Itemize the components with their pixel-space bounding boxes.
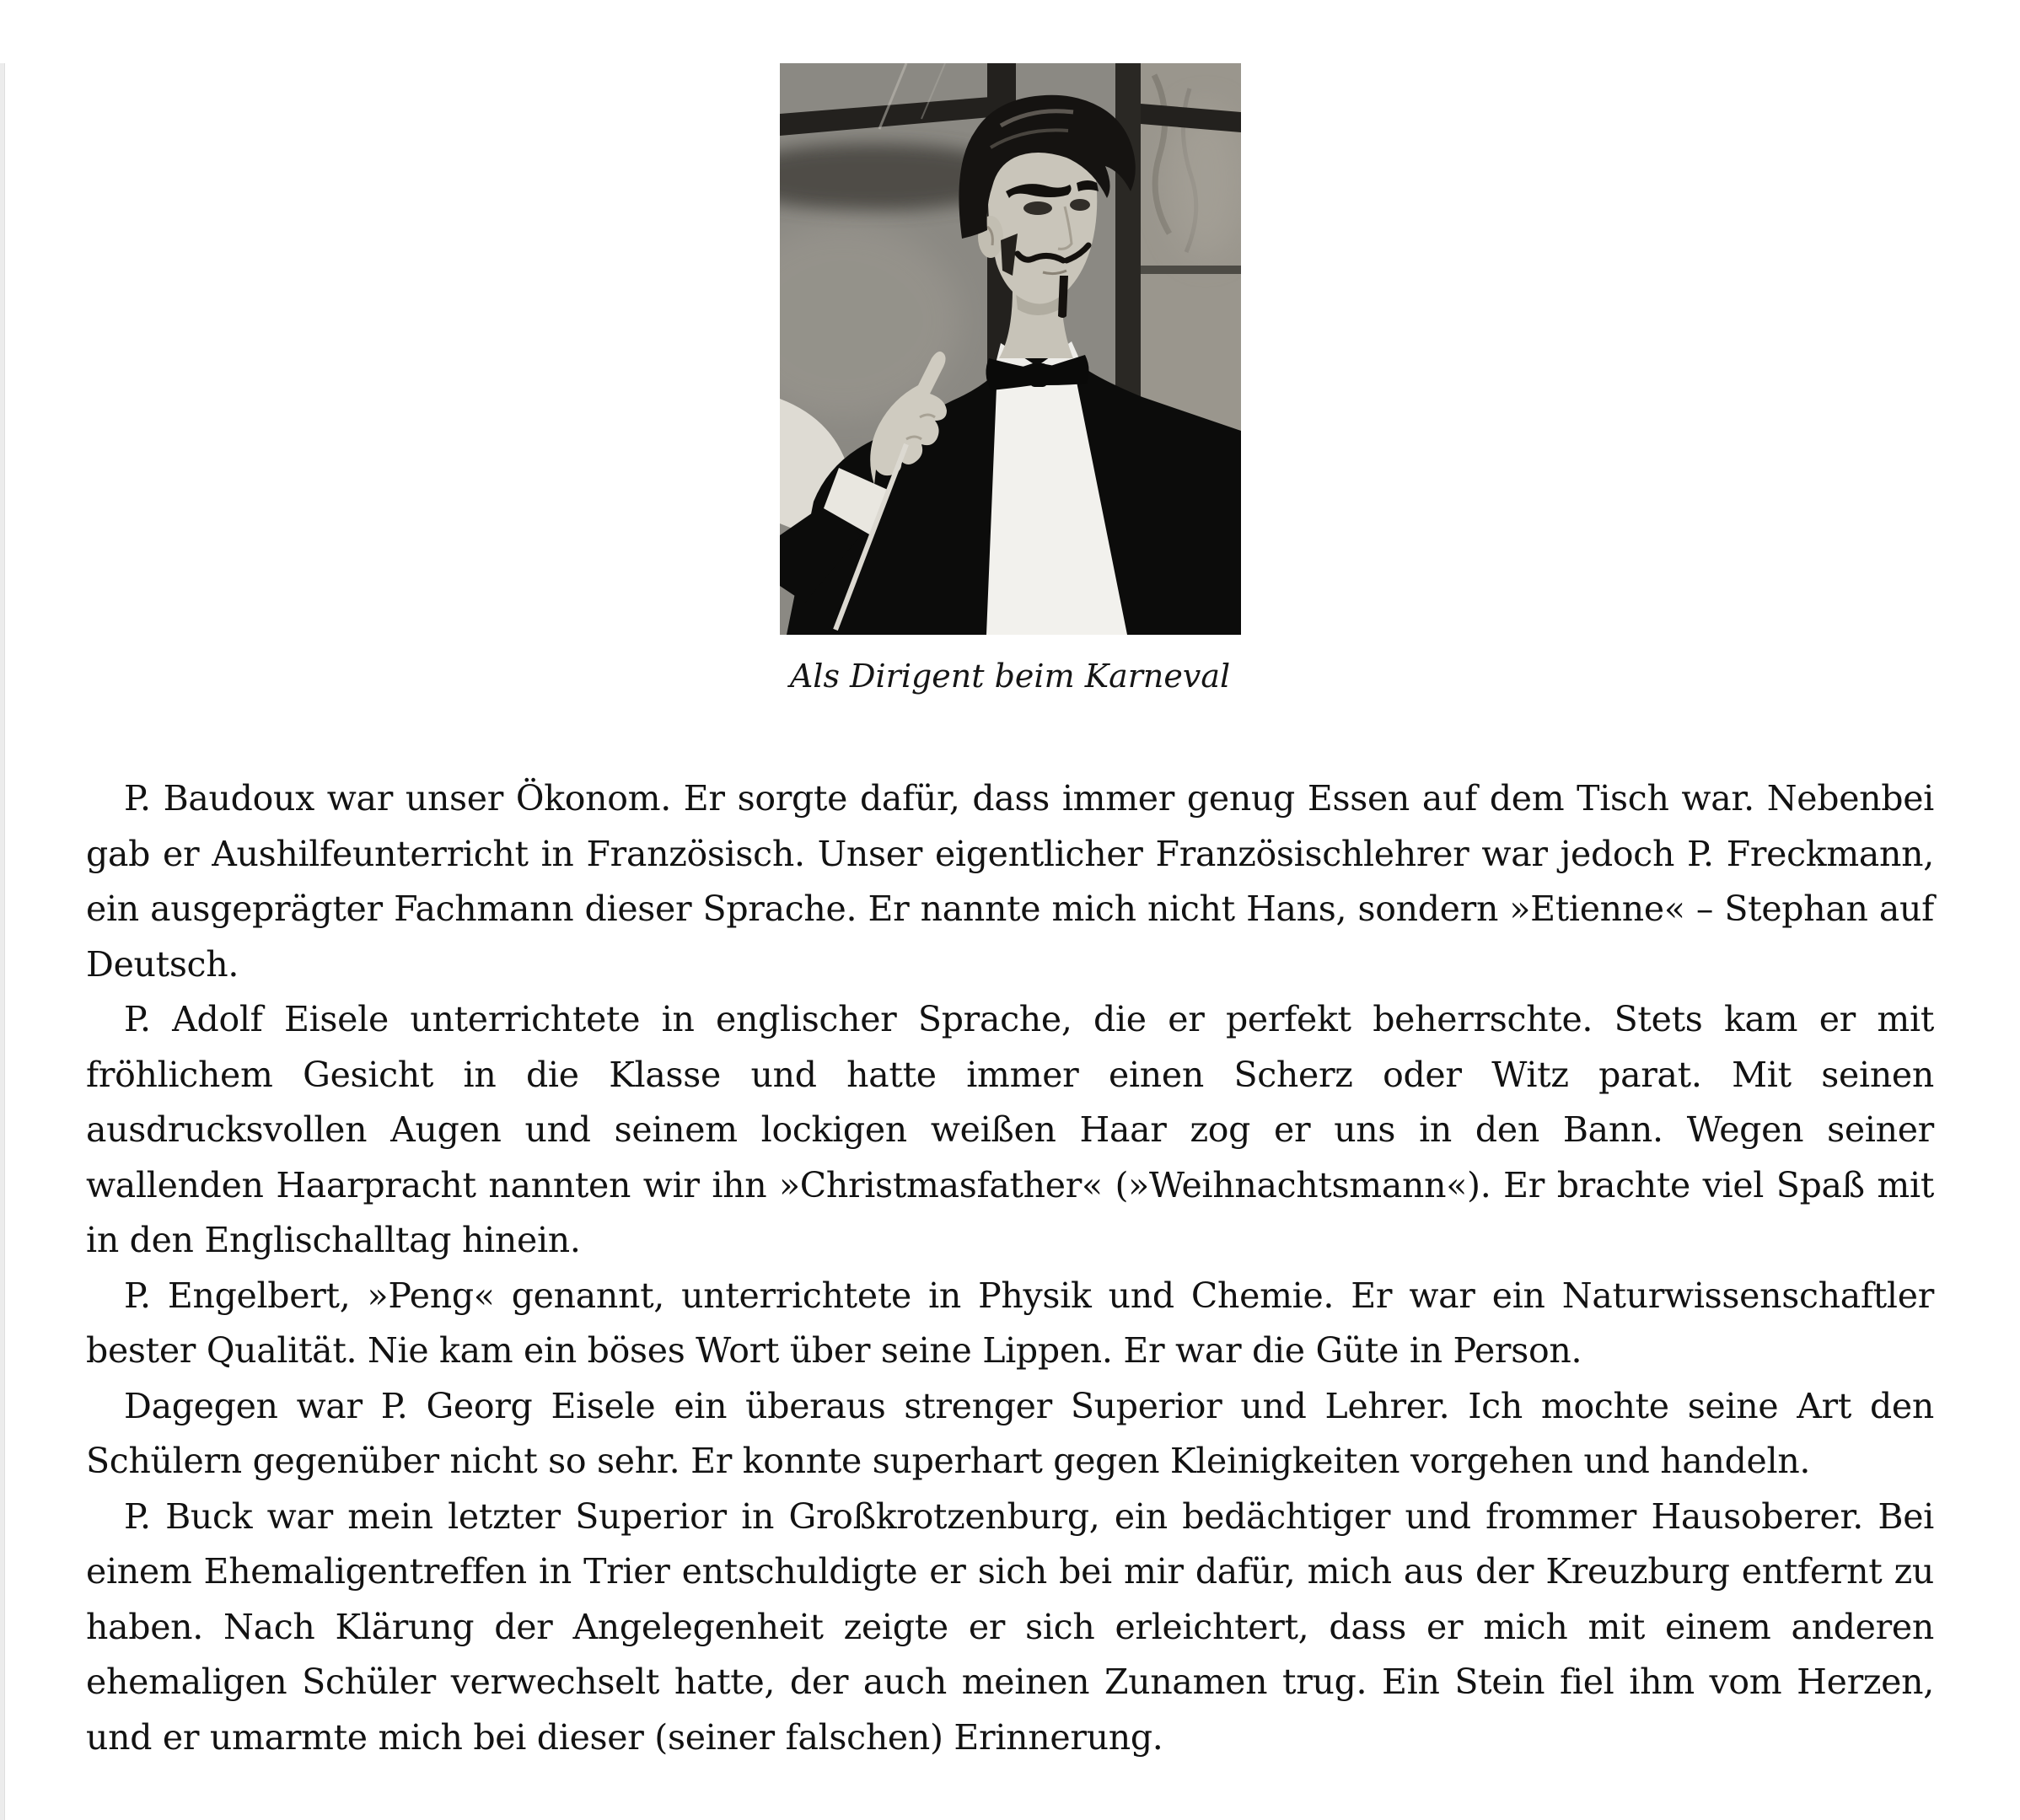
carnival-photo xyxy=(780,63,1241,635)
page-left-edge xyxy=(0,63,5,1820)
paragraph-georg-eisele: Dagegen war P. Georg Eisele ein überaus strenger Superior und Lehrer. Ich mochte seine Art den Schülern gegenüber nicht so sehr. Er konnte superhart gegen Kleinigkeiten vorgehen und handeln. xyxy=(86,1385,1934,1481)
paragraph-engelbert: P. Engelbert, »Peng« genannt, unterrichtete in Physik und Chemie. Er war ein Naturwissenschaftler bester Qualität. Nie kam ein böses Wort über seine Lippen. Er war die Güte in Person. xyxy=(86,1275,1934,1371)
paragraph-buck: P. Buck war mein letzter Superior in Großkrotzenburg, ein bedächtiger und frommer Hausoberer. Bei einem Ehemaligentreffen in Trier entschuldigte er sich bei mir dafür, mich aus der Kreuzburg entfernt zu haben. Nach Klärung der Angelegenheit zeigte er sich erleichtert, dass er mich mit einem anderen ehemaligen Schüler verwechselt hatte, der auch meinen Zunamen trug. Ein Stein fiel ihm vom Herzen, und er umarmte mich bei dieser (seiner falschen) Erinnerung. xyxy=(86,1495,1934,1758)
figure xyxy=(780,63,1241,697)
body-text xyxy=(0,771,2020,1765)
carnival-photo-drawing xyxy=(780,63,1241,635)
photo-caption: Als Dirigent beim Karneval xyxy=(789,658,1231,695)
document-page xyxy=(0,63,2020,1765)
paragraph-adolf-eisele: P. Adolf Eisele unterrichtete in englischer Sprache, die er perfekt beherrschte. Stets kam er mit fröhlichem Gesicht in die Klasse und hatte immer einen Scherz oder Witz parat. Mit seinen ausdrucksvollen Augen und seinem lockigen weißen Haar zog er uns in den Bann. Wegen seiner wallenden Haarpracht nannten wir ihn »Christmasfather« (»Weihnachtsmann«). Er brachte viel Spaß mit in den Englischalltag hinein. xyxy=(86,999,1934,1260)
paragraph-baudoux: P. Baudoux war unser Ökonom. Er sorgte dafür, dass immer genug Essen auf dem Tisch war. Nebenbei gab er Aushilfeunterricht in Französisch. Unser eigentlicher Französischlehrer war jedoch P. Freckmann, ein ausgeprägter Fachmann dieser Sprache. Er nannte mich nicht Hans, sondern »Etienne« – Stephan auf Deutsch. xyxy=(86,778,1934,985)
